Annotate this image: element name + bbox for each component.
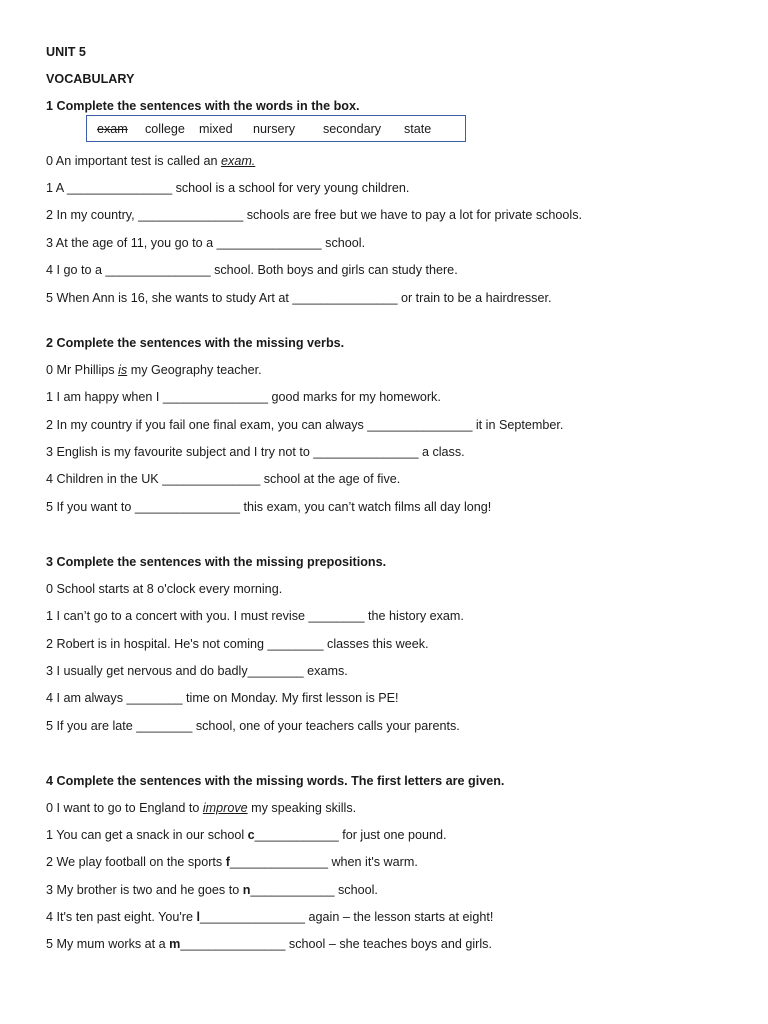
item-text: ______________ when it's warm. xyxy=(229,855,418,869)
ex3-example: 0 School starts at 8 o'clock every morning. xyxy=(46,582,283,596)
ex2-title: 2 Complete the sentences with the missing verbs. xyxy=(46,336,345,350)
ex2-item: 2 In my country if you fail one final exam, you can always _______________ it in September. xyxy=(46,418,564,432)
example-text: my speaking skills. xyxy=(247,801,357,815)
ex4-item xyxy=(46,882,378,898)
first-letter: f xyxy=(225,855,230,869)
ex2-item: 5 If you want to _______________ this exam, you can’t watch films all day long! xyxy=(46,500,492,514)
item-text: ____________ for just one pound. xyxy=(254,828,447,842)
first-letter: c xyxy=(247,828,255,842)
unit-heading: UNIT 5 xyxy=(46,45,86,59)
ex1-item: 4 I go to a _______________ school. Both boys and girls can study there. xyxy=(46,263,458,277)
item-text: 3 My brother is two and he goes to xyxy=(46,883,243,897)
ex3-item: 3 I usually get nervous and do badly________ exams. xyxy=(46,664,348,678)
word-box-item: college xyxy=(145,122,185,136)
example-answer: is xyxy=(118,363,128,377)
ex1-example xyxy=(46,153,255,169)
ex2-item: 4 Children in the UK ______________ school at the age of five. xyxy=(46,472,401,486)
ex3-item: 1 I can’t go to a concert with you. I must revise ________ the history exam. xyxy=(46,609,464,623)
ex2-item: 1 I am happy when I _______________ good marks for my homework. xyxy=(46,390,441,404)
item-text: ____________ school. xyxy=(250,883,378,897)
word-box-item: state xyxy=(404,122,432,136)
word-box xyxy=(86,115,466,142)
section-heading: VOCABULARY xyxy=(46,72,135,86)
example-answer: exam. xyxy=(221,154,256,168)
example-text: my Geography teacher. xyxy=(127,363,262,377)
example-text: 0 Mr Phillips xyxy=(46,363,119,377)
word-box-item: mixed xyxy=(199,122,233,136)
example-text: 0 An important test is called an xyxy=(46,154,222,168)
first-letter: m xyxy=(169,937,181,951)
ex1-item: 2 In my country, _______________ schools are free but we have to pay a lot for private schools. xyxy=(46,208,583,222)
first-letter: l xyxy=(196,910,200,924)
ex3-item: 5 If you are late ________ school, one of your teachers calls your parents. xyxy=(46,719,460,733)
ex4-item xyxy=(46,854,418,870)
ex4-title: 4 Complete the sentences with the missing words. The first letters are given. xyxy=(46,774,505,788)
item-text: _______________ again – the lesson starts at eight! xyxy=(199,910,494,924)
ex1-item: 1 A _______________ school is a school for very young children. xyxy=(46,181,410,195)
first-letter: n xyxy=(242,883,251,897)
word-box-item: exam xyxy=(97,122,128,136)
ex1-item: 5 When Ann is 16, she wants to study Art at _______________ or train to be a hairdresser. xyxy=(46,291,552,305)
ex1-item: 3 At the age of 11, you go to a _______________ school. xyxy=(46,236,366,250)
item-text: 5 My mum works at a xyxy=(46,937,170,951)
item-text: 4 It's ten past eight. You're xyxy=(46,910,197,924)
ex2-example xyxy=(46,362,262,378)
ex3-item: 4 I am always ________ time on Monday. My first lesson is PE! xyxy=(46,691,399,705)
ex4-item xyxy=(46,936,492,952)
ex4-item xyxy=(46,909,493,925)
item-text: _______________ school – she teaches boys and girls. xyxy=(180,937,492,951)
example-text: 0 I want to go to England to xyxy=(46,801,203,815)
ex3-title: 3 Complete the sentences with the missing prepositions. xyxy=(46,555,387,569)
ex4-item xyxy=(46,827,447,843)
ex3-item: 2 Robert is in hospital. He's not coming ________ classes this week. xyxy=(46,637,429,651)
ex1-title: 1 Complete the sentences with the words in the box. xyxy=(46,99,360,113)
example-answer: improve xyxy=(202,801,248,815)
ex2-item: 3 English is my favourite subject and I try not to _______________ a class. xyxy=(46,445,465,459)
item-text: 1 You can get a snack in our school xyxy=(46,828,248,842)
word-box-item: nursery xyxy=(253,122,295,136)
word-box-item: secondary xyxy=(323,122,382,136)
ex4-example xyxy=(46,800,356,816)
item-text: 2 We play football on the sports xyxy=(46,855,226,869)
